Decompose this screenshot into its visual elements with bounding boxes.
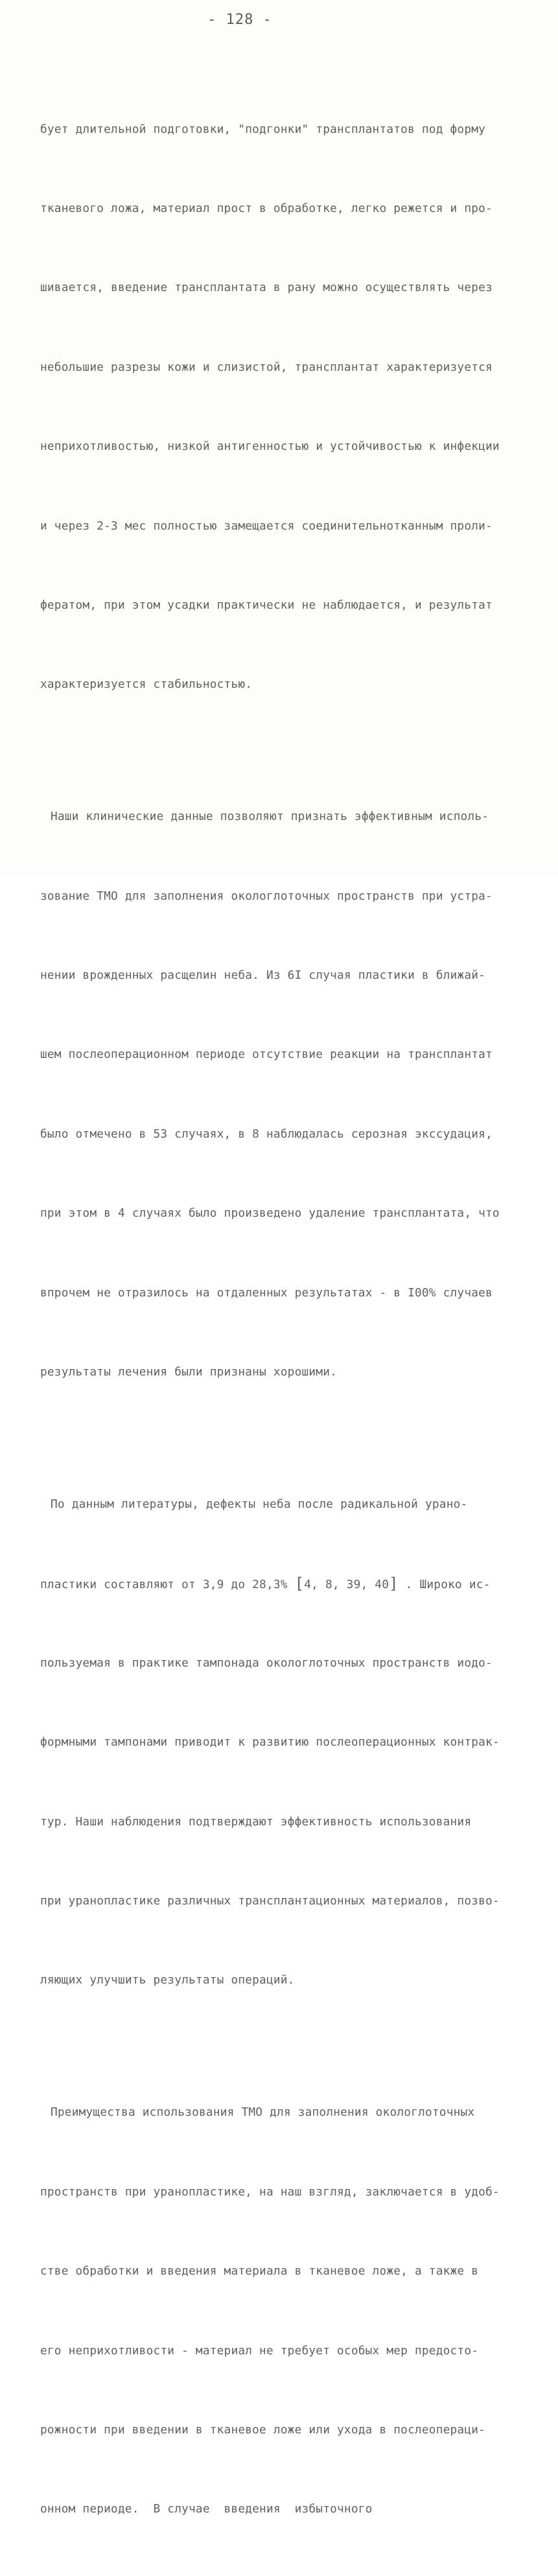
text-line: нении врожденных расщелин неба. Из 6I случая пластики в ближай- (40, 968, 486, 983)
citation-close-bracket: ] (389, 1575, 399, 1593)
text-line: характеризуется стабильностью. (40, 677, 253, 692)
text-line: Преимущества использования ТМО для заполнения окологлоточных (51, 2105, 475, 2120)
citation-suffix: . Широко ис- (398, 1578, 491, 1592)
paragraph-4 (40, 2047, 533, 2576)
citation-open-bracket: [ (294, 1575, 305, 1593)
text-line: при этом в 4 случаях было произведено удаление трансплантата, что (40, 1206, 500, 1221)
citation-prefix: пластики составляют от 3,9 до 28,3% (40, 1578, 295, 1592)
text-line: и через 2-3 мес полностью замещается соединительнотканным проли- (40, 519, 493, 533)
text-line: ляющих улучшить результаты операций. (40, 1973, 295, 1987)
text-line-with-citation (40, 1571, 533, 1597)
text-line: стве обработки и введения материала в тканевое ложе, а также в (40, 2264, 479, 2278)
text-line: шивается, введение трансплантата в рану можно осуществлять через (40, 281, 493, 295)
text-line: результаты лечения были признаны хорошими. (40, 1365, 338, 1379)
text-line: Наши клинические данные позволяют признать эффективным исполь- (51, 810, 489, 824)
text-line: зование ТМО для заполнения окологлоточных пространств при устра- (40, 889, 493, 903)
text-line: тур. Наши наблюдения подтверждают эффективность использования (40, 1814, 472, 1829)
paragraph-3 (40, 1438, 533, 2046)
citation-references: 4, 8, 39, 40 (304, 1578, 389, 1592)
text-line: По данным литературы, дефекты неба после радикальной урано- (51, 1497, 468, 1512)
text-line: пространств при уранопластике, на наш взгляд, заключается в удоб- (40, 2184, 500, 2199)
text-line: впрочем не отразилось на отдаленных результатах - в I00% случаев (40, 1285, 493, 1300)
page-number: - 128 - (207, 12, 272, 28)
text-line: его неприхотливости - материал не требует особых мер предосто- (40, 2343, 479, 2358)
paragraph-1 (40, 64, 533, 751)
text-line: пользуемая в практике тампонада окологлоточных пространств иодо- (40, 1656, 493, 1670)
text-line: фератом, при этом усадки практически не наблюдается, и результат (40, 598, 493, 612)
text-line: было отмечено в 53 случаях, в 8 наблюдалась серозная экссудация, (40, 1127, 493, 1141)
text-line: онном периоде. В случае введения избыточного (40, 2502, 373, 2516)
text-line: тканевого ложа, материал прост в обработке, легко режется и про- (40, 201, 493, 215)
text-line: при уранопластике различных трансплантационных материалов, позво- (40, 1893, 500, 1908)
paragraph-2 (40, 751, 533, 1439)
text-line: формными тампонами приводит к развитию послеоперационных контрак- (40, 1735, 500, 1750)
text-line: небольшие разрезы кожи и слизистой, трансплантат характеризуется (40, 360, 493, 374)
text-line: неприхотливостью, низкой антигенностью и устойчивостью к инфекции (40, 439, 500, 454)
text-line: шем послеоперационном периоде отсутствие реакции на трансплантат (40, 1048, 493, 1062)
text-line: бует длительной подготовки, "подгонки" трансплантатов под форму (40, 122, 486, 136)
text-line: рожности при введении в тканевое ложе или ухода в послеопераци- (40, 2422, 486, 2437)
body-text (40, 64, 533, 2576)
